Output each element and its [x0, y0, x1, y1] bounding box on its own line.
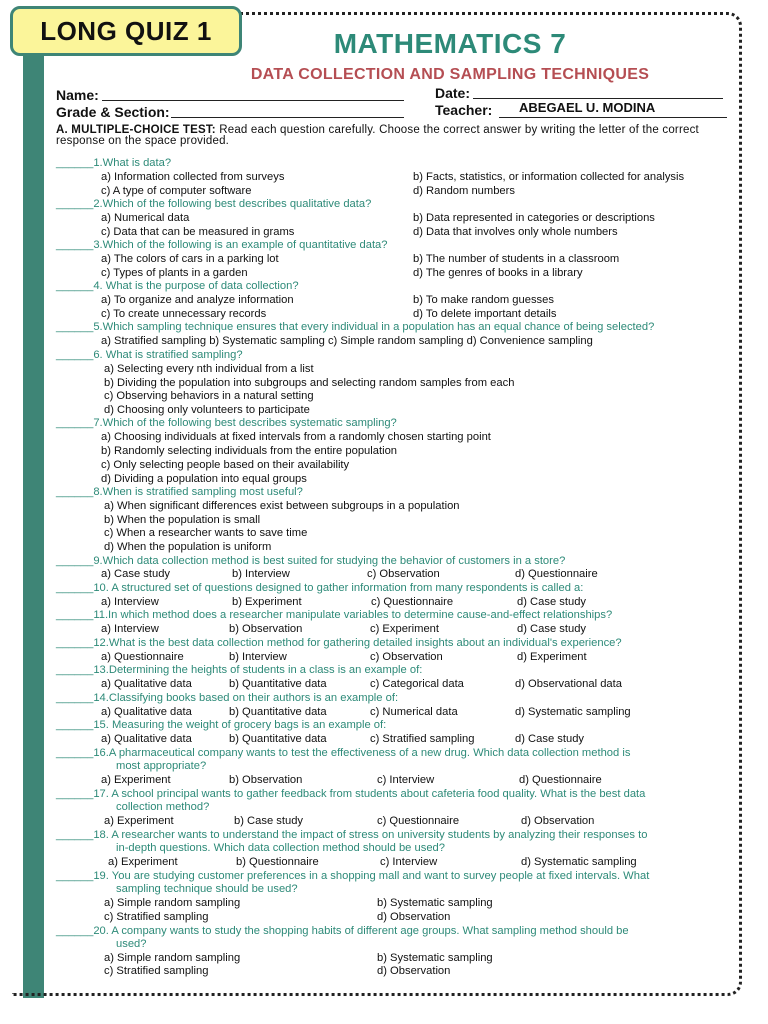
- answer-option: a) The colors of cars in a parking lot: [101, 253, 279, 265]
- question-text: ______5.Which sampling technique ensures that every individual in a population has an equal chance of being selected?: [56, 321, 655, 333]
- name-field[interactable]: [102, 100, 404, 101]
- page-subtitle: DATA COLLECTION AND SAMPLING TECHNIQUES: [250, 66, 650, 83]
- answer-option: d) Data that involves only whole numbers: [413, 226, 618, 238]
- answer-option: b) Case study: [234, 815, 304, 827]
- answer-option: b) Observation: [229, 623, 303, 635]
- answer-option: b) Randomly selecting individuals from the entire population: [101, 445, 398, 457]
- name-label: Name:: [56, 87, 99, 103]
- answer-option: c) Experiment: [370, 623, 440, 635]
- answer-option: b) Experiment: [232, 596, 302, 608]
- answer-option: a) Simple random sampling: [104, 897, 241, 909]
- answer-option: c) Observation: [370, 651, 443, 663]
- answer-option: d) Choosing only volunteers to participate: [104, 404, 310, 416]
- answer-option: d) Dividing a population into equal groups: [101, 473, 307, 485]
- question-text: ______18. A researcher wants to understand the impact of stress on university students by analyzing their responses to: [56, 829, 648, 841]
- answer-option: c) Categorical data: [370, 678, 464, 690]
- answer-option: a) Choosing individuals at fixed intervals from a randomly chosen starting point: [101, 431, 491, 443]
- question-text: ______3.Which of the following is an example of quantitative data?: [56, 239, 388, 251]
- instructions-label: A. MULTIPLE-CHOICE TEST:: [56, 124, 216, 136]
- question-text: most appropriate?: [116, 760, 207, 772]
- answer-option: c) Questionnaire: [371, 596, 454, 608]
- question-text: ______2.Which of the following best describes qualitative data?: [56, 198, 372, 210]
- answer-option: c) Interview: [377, 774, 435, 786]
- question-text: ______15. Measuring the weight of grocery bags is an example of:: [56, 719, 387, 731]
- answer-option: a) When significant differences exist between subgroups in a population: [104, 500, 460, 512]
- answer-option: d) Observation: [377, 911, 451, 923]
- question-text: collection method?: [116, 801, 210, 813]
- question-text: ______17. A school principal wants to gather feedback from students about cafeteria food quality. What is the best data: [56, 788, 646, 800]
- question-text: in-depth questions. Which data collection method should be used?: [116, 842, 445, 854]
- answer-option: d) Case study: [517, 623, 587, 635]
- answer-option: a) Experiment: [101, 774, 171, 786]
- answer-option: a) Selecting every nth individual from a list: [104, 363, 314, 375]
- answer-option: a) To organize and analyze information: [101, 294, 294, 306]
- teacher-name: ABEGAEL U. MODINA: [519, 100, 656, 115]
- teacher-label: Teacher:: [435, 102, 493, 118]
- answer-option: d) Systematic sampling: [521, 856, 637, 868]
- answer-option: c) When a researcher wants to save time: [104, 527, 308, 539]
- question-text: ______10. A structured set of questions designed to gather information from many respondents is called a:: [56, 582, 584, 594]
- answer-option: c) Stratified sampling: [104, 911, 209, 923]
- question-text: ______19. You are studying customer preferences in a shopping mall and want to survey people at fixed intervals. What: [56, 870, 650, 882]
- answer-option: c) Types of plants in a garden: [101, 267, 248, 279]
- question-text: ______11.In which method does a researcher manipulate variables to determine cause-and-effect relationships?: [56, 609, 613, 621]
- instructions-text: Read each question carefully. Choose the correct answer by writing the letter of the correct response on the space provided.: [56, 124, 699, 147]
- answer-option: b) Quantitative data: [229, 706, 327, 718]
- question-text: ______6. What is stratified sampling?: [56, 349, 243, 361]
- answer-option: a) Case study: [101, 568, 171, 580]
- teacher-field[interactable]: [499, 117, 727, 118]
- answer-option: a) Qualitative data: [101, 733, 192, 745]
- answer-option: b) Systematic sampling: [377, 952, 493, 964]
- answer-option: b) Dividing the population into subgroups and selecting random samples from each: [104, 377, 515, 389]
- question-text: ______20. A company wants to study the shopping habits of different age groups. What sampling method should be: [56, 925, 629, 937]
- instructions: [56, 125, 716, 147]
- answer-option: d) Observation: [377, 965, 451, 977]
- answer-option: d) Experiment: [517, 651, 587, 663]
- question-text: ______9.Which data collection method is best suited for studying the behavior of customers in a store?: [56, 555, 566, 567]
- question-text: ______13.Determining the heights of students in a class is an example of:: [56, 664, 423, 676]
- answer-option: b) When the population is small: [104, 514, 261, 526]
- grade-section-field[interactable]: [171, 117, 404, 118]
- answer-option: c) Observing behaviors in a natural setting: [104, 390, 314, 402]
- answer-option: d) Systematic sampling: [515, 706, 631, 718]
- question-text: ______16.A pharmaceutical company wants to test the effectiveness of a new drug. Which data collection method is: [56, 747, 631, 759]
- answer-option: a) Interview: [101, 623, 159, 635]
- answer-option: a) Interview: [101, 596, 159, 608]
- grade-section-label: Grade & Section:: [56, 104, 170, 120]
- answer-option: a) Experiment: [108, 856, 178, 868]
- question-text: ______8.When is stratified sampling most useful?: [56, 486, 303, 498]
- answer-option: a) Stratified sampling b) Systematic sampling c) Simple random sampling d) Convenience sampling: [101, 335, 593, 347]
- question-text: ______14.Classifying books based on their authors is an example of:: [56, 692, 399, 704]
- answer-option: d) Questionnaire: [519, 774, 602, 786]
- question-text: sampling technique should be used?: [116, 883, 298, 895]
- answer-option: c) Numerical data: [370, 706, 458, 718]
- answer-option: b) Interview: [229, 651, 287, 663]
- answer-option: c) Observation: [367, 568, 440, 580]
- answer-option: a) Simple random sampling: [104, 952, 241, 964]
- answer-option: d) Observational data: [515, 678, 622, 690]
- answer-option: b) Quantitative data: [229, 733, 327, 745]
- answer-option: d) Case study: [517, 596, 587, 608]
- answer-option: d) Observation: [521, 815, 595, 827]
- answer-option: c) Data that can be measured in grams: [101, 226, 295, 238]
- answer-option: b) To make random guesses: [413, 294, 554, 306]
- answer-option: d) Random numbers: [413, 185, 515, 197]
- answer-option: b) Questionnaire: [236, 856, 319, 868]
- answer-option: a) Numerical data: [101, 212, 190, 224]
- answer-option: a) Qualitative data: [101, 706, 192, 718]
- answer-option: c) Questionnaire: [377, 815, 460, 827]
- answer-option: b) Systematic sampling: [377, 897, 493, 909]
- question-text: ______1.What is data?: [56, 157, 172, 169]
- answer-option: a) Information collected from surveys: [101, 171, 285, 183]
- date-field[interactable]: [473, 98, 723, 99]
- answer-option: d) Case study: [515, 733, 585, 745]
- question-text: ______12.What is the best data collection method for gathering detailed insights about an individual's experience?: [56, 637, 622, 649]
- question-text: ______4. What is the purpose of data collection?: [56, 280, 299, 292]
- answer-option: b) Quantitative data: [229, 678, 327, 690]
- answer-option: b) Interview: [232, 568, 290, 580]
- answer-option: c) Stratified sampling: [104, 965, 209, 977]
- answer-option: a) Qualitative data: [101, 678, 192, 690]
- answer-option: c) A type of computer software: [101, 185, 252, 197]
- page-title: MATHEMATICS 7: [333, 28, 567, 59]
- answer-option: b) Data represented in categories or descriptions: [413, 212, 655, 224]
- question-text: ______7.Which of the following best describes systematic sampling?: [56, 417, 397, 429]
- answer-option: c) Only selecting people based on their availability: [101, 459, 350, 471]
- answer-option: a) Questionnaire: [101, 651, 184, 663]
- date-label: Date:: [435, 85, 471, 101]
- answer-option: a) Experiment: [104, 815, 174, 827]
- answer-option: c) Interview: [380, 856, 438, 868]
- answer-option: c) Stratified sampling: [370, 733, 475, 745]
- answer-option: d) When the population is uniform: [104, 541, 272, 553]
- answer-option: b) Observation: [229, 774, 303, 786]
- answer-option: b) Facts, statistics, or information collected for analysis: [413, 171, 685, 183]
- question-text: used?: [116, 938, 147, 950]
- answer-option: d) To delete important details: [413, 308, 557, 320]
- answer-option: b) The number of students in a classroom: [413, 253, 620, 265]
- answer-option: d) Questionnaire: [515, 568, 598, 580]
- quiz-badge-label: LONG QUIZ 1: [40, 15, 212, 46]
- answer-option: d) The genres of books in a library: [413, 267, 583, 279]
- answer-option: c) To create unnecessary records: [101, 308, 267, 320]
